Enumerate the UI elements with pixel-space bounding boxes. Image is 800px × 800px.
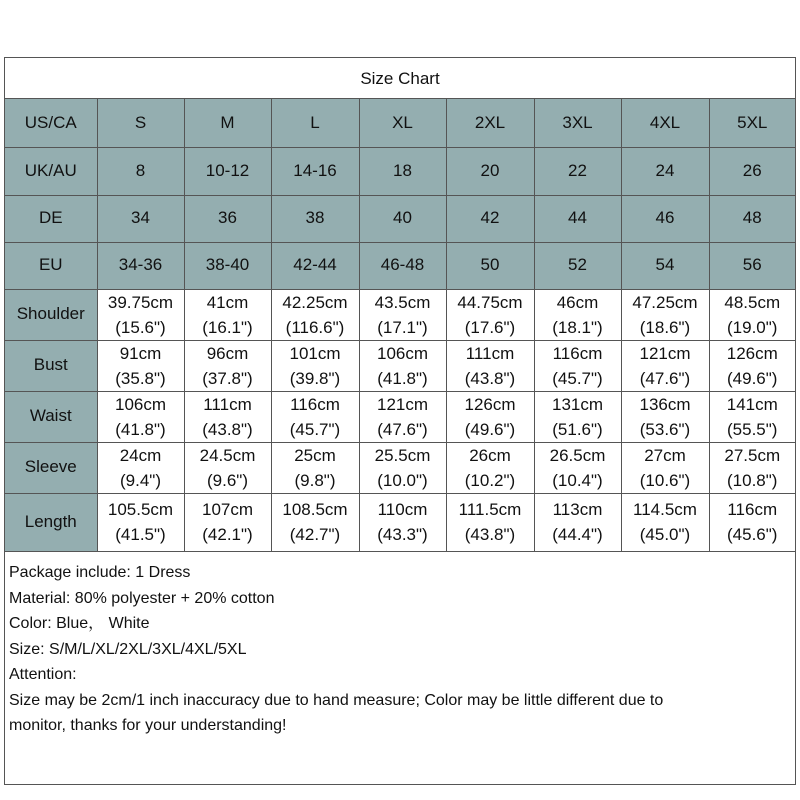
measurement-cell — [709, 442, 795, 493]
size-row — [5, 99, 795, 147]
size-cell: 36 — [184, 195, 271, 242]
row-label: Shoulder — [5, 289, 97, 340]
measurement-row — [5, 289, 795, 340]
size-cell: 34-36 — [97, 242, 184, 289]
inch-value: (37.8") — [202, 368, 253, 388]
inch-value: (17.1") — [377, 317, 428, 337]
measurement-cell — [359, 340, 446, 391]
inch-value: (45.6") — [727, 525, 778, 544]
row-label: DE — [5, 195, 97, 242]
cm-value: 26cm — [469, 445, 511, 465]
cm-value: 116cm — [552, 343, 603, 363]
note-line: Attention: — [9, 666, 77, 683]
cm-value: 116cm — [727, 500, 778, 519]
size-cell: 10-12 — [184, 147, 271, 195]
measurement-cell — [359, 442, 446, 493]
cm-value: 111cm — [203, 394, 252, 414]
chart-title: Size Chart — [5, 58, 795, 99]
inch-value: (18.1") — [552, 317, 603, 337]
row-label: Sleeve — [5, 442, 97, 493]
size-chart-sheet — [4, 57, 796, 785]
measurement-cell — [621, 340, 709, 391]
cm-value: 136cm — [639, 394, 691, 414]
inch-value: (42.1") — [202, 525, 253, 544]
row-label: Bust — [5, 340, 97, 391]
measurement-cell — [271, 289, 359, 340]
inch-value: (43.3") — [377, 525, 428, 544]
measurement-cell — [446, 340, 534, 391]
cm-value: 96cm — [206, 343, 249, 363]
size-cell: XL — [359, 99, 446, 147]
size-cell: 50 — [446, 242, 534, 289]
cm-value: 105.5cm — [107, 500, 174, 519]
cm-value: 24.5cm — [199, 445, 256, 465]
inch-value: (51.6") — [552, 419, 603, 439]
cm-value: 106cm — [114, 394, 167, 414]
cm-value: 27cm — [644, 445, 686, 465]
measurement-cell — [184, 442, 271, 493]
inch-value: (55.5") — [727, 419, 778, 439]
cm-value: 26.5cm — [549, 445, 606, 465]
cm-value: 114.5cm — [633, 500, 697, 519]
size-cell: 34 — [97, 195, 184, 242]
size-cell: 38-40 — [184, 242, 271, 289]
inch-value: (41.8") — [377, 368, 428, 388]
measurement-cell — [446, 289, 534, 340]
measurement-cell — [709, 289, 795, 340]
cm-value: 48.5cm — [724, 292, 781, 312]
cm-value: 141cm — [726, 394, 778, 414]
measurement-cell — [446, 442, 534, 493]
cm-value: 108.5cm — [282, 500, 348, 519]
size-row — [5, 195, 795, 242]
measurement-row — [5, 340, 795, 391]
note-line: Size: S/M/L/XL/2XL/3XL/4XL/5XL — [9, 640, 247, 658]
cm-value: 101cm — [289, 343, 341, 363]
size-cell: 42 — [446, 195, 534, 242]
size-cell: 24 — [621, 147, 709, 195]
note-line: Package include: 1 Dress — [9, 564, 191, 581]
inch-value: (41.8") — [115, 419, 166, 439]
measurement-cell — [97, 289, 184, 340]
inch-value: (9.6") — [207, 470, 248, 490]
size-cell: M — [184, 99, 271, 147]
inch-value: (49.6") — [727, 368, 778, 388]
note-line: Size may be 2cm/1 inch inaccuracy due to hand measure; Color may be little different due to — [9, 691, 664, 709]
cm-value: 47.25cm — [632, 292, 698, 312]
row-label: Length — [5, 493, 97, 551]
measurement-cell — [271, 391, 359, 442]
inch-value: (10.0") — [377, 470, 428, 490]
measurement-cell — [271, 493, 359, 551]
inch-value: (47.6") — [377, 419, 428, 439]
cm-value: 131cm — [551, 394, 604, 414]
cm-value: 113cm — [552, 500, 603, 519]
measurement-row — [5, 493, 795, 551]
inch-value: (19.0") — [727, 317, 778, 337]
size-cell: 52 — [534, 242, 621, 289]
size-cell: 38 — [271, 195, 359, 242]
measurement-cell — [271, 442, 359, 493]
inch-value: (10.8") — [727, 470, 778, 490]
cm-value: 43.5cm — [374, 292, 431, 312]
inch-value: (45.0") — [639, 525, 691, 544]
cm-value: 111cm — [465, 343, 515, 363]
inch-value: (45.7") — [289, 419, 341, 439]
cm-value: 106cm — [376, 343, 429, 363]
measurement-cell — [184, 493, 271, 551]
inch-value: (47.6") — [639, 368, 691, 388]
measurement-cell — [534, 493, 621, 551]
size-cell: S — [97, 99, 184, 147]
measurement-cell — [446, 493, 534, 551]
size-cell: 26 — [709, 147, 795, 195]
note-line: monitor, thanks for your understanding! — [9, 717, 287, 734]
measurement-cell — [446, 391, 534, 442]
inch-value: (9.8") — [294, 470, 336, 490]
measurement-cell — [359, 493, 446, 551]
inch-value: (42.7") — [289, 525, 341, 544]
size-row — [5, 147, 795, 195]
size-cell: 5XL — [709, 99, 795, 147]
size-cell: 18 — [359, 147, 446, 195]
size-cell: 14-16 — [271, 147, 359, 195]
cm-value: 116cm — [290, 394, 340, 414]
measurement-row — [5, 391, 795, 442]
cm-value: 42.25cm — [282, 292, 348, 312]
measurement-cell — [184, 289, 271, 340]
size-row — [5, 242, 795, 289]
measurement-cell — [97, 442, 184, 493]
size-cell: 40 — [359, 195, 446, 242]
measurement-cell — [184, 391, 271, 442]
measurement-cell — [621, 493, 709, 551]
row-label: EU — [5, 242, 97, 289]
note-line: Color: Blue， White — [9, 615, 150, 632]
size-cell: 4XL — [621, 99, 709, 147]
size-cell: 46 — [621, 195, 709, 242]
size-cell: 3XL — [534, 99, 621, 147]
row-label: Waist — [5, 391, 97, 442]
inch-value: (17.6") — [464, 317, 516, 337]
size-cell: 48 — [709, 195, 795, 242]
size-cell: 22 — [534, 147, 621, 195]
measurement-cell — [621, 391, 709, 442]
cm-value: 41cm — [206, 292, 249, 312]
inch-value: (10.2") — [464, 470, 516, 490]
inch-value: (10.6") — [639, 470, 691, 490]
inch-value: (35.8") — [115, 368, 166, 388]
inch-value: (53.6") — [639, 419, 691, 439]
size-cell: 54 — [621, 242, 709, 289]
inch-value: (9.4") — [120, 470, 161, 490]
measurement-cell — [709, 493, 795, 551]
inch-value: (43.8") — [202, 419, 253, 439]
cm-value: 91cm — [119, 343, 162, 363]
measurement-cell — [534, 391, 621, 442]
row-label: UK/AU — [5, 147, 97, 195]
cm-value: 39.75cm — [107, 292, 174, 312]
inch-value: (10.4") — [552, 470, 603, 490]
measurement-cell — [534, 340, 621, 391]
measurement-cell — [97, 391, 184, 442]
size-cell: 56 — [709, 242, 795, 289]
measurement-cell — [359, 391, 446, 442]
inch-value: (16.1") — [202, 317, 253, 337]
measurement-cell — [709, 391, 795, 442]
size-cell: 20 — [446, 147, 534, 195]
cm-value: 27.5cm — [724, 445, 781, 465]
cm-value: 121cm — [639, 343, 691, 363]
measurement-cell — [97, 493, 184, 551]
measurement-cell — [709, 340, 795, 391]
inch-value: (44.4") — [552, 525, 603, 544]
measurement-cell — [271, 340, 359, 391]
cm-value: 126cm — [464, 394, 516, 414]
size-table — [5, 99, 795, 552]
product-notes — [9, 560, 789, 739]
cm-value: 126cm — [726, 343, 778, 363]
measurement-cell — [534, 442, 621, 493]
inch-value: (116.6") — [285, 317, 345, 337]
measurement-cell — [621, 442, 709, 493]
size-cell: 44 — [534, 195, 621, 242]
size-cell: 8 — [97, 147, 184, 195]
cm-value: 107cm — [201, 500, 254, 519]
inch-value: (45.7") — [552, 368, 603, 388]
size-cell: 2XL — [446, 99, 534, 147]
cm-value: 25cm — [294, 445, 336, 465]
measurement-cell — [534, 289, 621, 340]
inch-value: (49.6") — [464, 419, 516, 439]
size-cell: 46-48 — [359, 242, 446, 289]
cm-value: 121cm — [376, 394, 429, 414]
cm-value: 25.5cm — [374, 445, 431, 465]
measurement-cell — [621, 289, 709, 340]
inch-value: (18.6") — [639, 317, 691, 337]
measurement-cell — [184, 340, 271, 391]
cm-value: 111.5cm — [458, 500, 522, 519]
row-label: US/CA — [5, 99, 97, 147]
measurement-cell — [359, 289, 446, 340]
inch-value: (15.6") — [115, 317, 166, 337]
cm-value: 24cm — [119, 445, 162, 465]
cm-value: 110cm — [377, 500, 428, 519]
size-cell: L — [271, 99, 359, 147]
measurement-row — [5, 442, 795, 493]
inch-value: (43.8") — [464, 368, 516, 388]
cm-value: 46cm — [556, 292, 599, 312]
inch-value: (41.5") — [115, 525, 166, 544]
note-line: Material: 80% polyester + 20% cotton — [9, 589, 275, 607]
size-cell: 42-44 — [271, 242, 359, 289]
cm-value: 44.75cm — [457, 292, 523, 312]
measurement-cell — [97, 340, 184, 391]
inch-value: (39.8") — [289, 368, 341, 388]
inch-value: (43.8") — [464, 525, 516, 544]
